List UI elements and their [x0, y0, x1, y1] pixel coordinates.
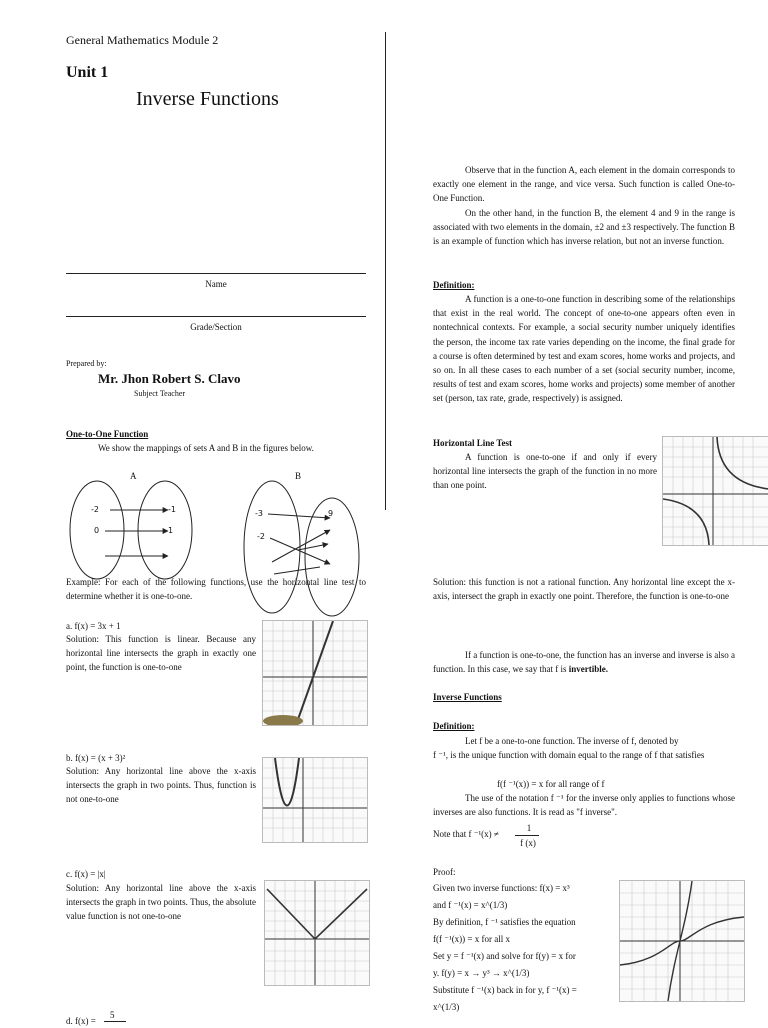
example-d-label: d. f(x) = [66, 1016, 96, 1026]
proof-line: By definition, f ⁻¹ satisfies the equation [433, 917, 576, 927]
example-d-numerator: 5 [110, 1010, 115, 1020]
graph-absolute [264, 880, 370, 986]
unit-label: Unit 1 [66, 64, 109, 81]
note-numerator: 1 [526, 823, 532, 833]
example-c-solution: Solution: Any horizontal line above the x-axis intersects the graph in two points. Thus, the absolute value function is not one-to-one [66, 883, 256, 922]
set-a-range-oval [138, 481, 192, 579]
name-line [66, 273, 366, 274]
set-a-domain-1: -2 [91, 505, 99, 514]
definition-2-line-2: f ⁻¹, is the unique function with domain equal to the range of f that satisfies [433, 750, 705, 760]
example-c-label: c. f(x) = |x| [66, 869, 106, 879]
set-b-domain-2: -2 [257, 532, 265, 541]
example-b-solution: Solution: Any horizontal line above the x-axis intersects the graph in two points. Thus, function is not one-to-one [66, 766, 256, 805]
definition-2-heading: Definition: [433, 721, 475, 731]
invertible-text: If a function is one-to-one, the function has an inverse and inverse is also a function. In this case, we say that f is [433, 650, 735, 675]
prepared-by: Prepared by: [66, 359, 107, 368]
example-text: Example: For each of the following functions, use the horizontal line test to determine whether it is one-to-one. [66, 577, 366, 602]
grade-label: Grade/Section [190, 322, 242, 332]
definition-2-note: The use of the notation f ⁻¹ for the inverse only applies to functions whose inverses are also functions. It is read as "f inverse". [433, 793, 735, 818]
proof-line: Given two inverse functions: f(x) = x³ [433, 883, 570, 893]
grade-line [66, 316, 366, 317]
author-name: Mr. Jhon Robert S. Clavo [98, 371, 241, 386]
name-label: Name [205, 279, 227, 289]
inverse-functions-heading: Inverse Functions [433, 692, 502, 702]
set-a-label: A [130, 471, 137, 481]
observation-paragraph-1: Observe that in the function A, each element in the domain corresponds to exactly one element in the range, and vice versa. Such function is called One-to-One Function. [433, 165, 735, 204]
definition-2-equation: f(f ⁻¹(x)) = x for all range of f [497, 779, 605, 789]
invertible-term: invertible. [568, 664, 608, 675]
definition-heading: Definition: [433, 280, 475, 290]
solution-d: Solution: this function is not a rational function. Any horizontal line except the x-axis, intersect the graph in exactly one point. Therefore, the function is one-to-one [433, 577, 735, 602]
proof-line: and f ⁻¹(x) = x^(1/3) [433, 900, 508, 910]
observation-paragraph-2: On the other hand, in the function B, the element 4 and 9 in the range is associated with two elements in the domain, ±2 and ±3 respectively. The function B is an example of function which has inverse relation, but not an inverse function. [433, 208, 735, 247]
oto-intro: We show the mappings of sets A and B in the figures below. [98, 443, 314, 453]
proof-line: Substitute f ⁻¹(x) back in for y, f ⁻¹(x) = [433, 985, 577, 995]
proof-line: f(f ⁻¹(x)) = x for all x [433, 934, 510, 944]
graph-parabola [262, 757, 368, 843]
example-a-solution: Solution: This function is linear. Because any horizontal line intersects the graph in exactly one point, the function is one-to-one [66, 634, 256, 673]
example-b-label: b. f(x) = (x + 3)² [66, 753, 126, 763]
proof-line: x^(1/3) [433, 1002, 460, 1012]
oto-heading: One-to-One Function [66, 429, 149, 439]
set-b-range-1: 9 [328, 509, 334, 518]
proof-lines [433, 880, 613, 1016]
set-a-domain-2: 0 [94, 526, 100, 535]
graph-cube-root [619, 880, 745, 1002]
fraction-bar [104, 1021, 126, 1022]
horizontal-line-test-heading: Horizontal Line Test [433, 438, 513, 448]
page-title: Inverse Functions [136, 88, 279, 110]
set-b-domain-1: -3 [255, 509, 263, 518]
author-role: Subject Teacher [134, 389, 186, 398]
proof-line: y. f(y) = x → y³ → x^(1/3) [433, 968, 530, 978]
set-a-range-2: 1 [168, 526, 174, 535]
graph-linear [262, 620, 368, 726]
invertible-paragraph [433, 648, 735, 676]
proof-label: Proof: [433, 867, 456, 877]
set-a-range-1: -1 [168, 505, 176, 514]
graph-rational [662, 436, 768, 546]
horizontal-line-test-text: A function is one-to-one if and only if every horizontal line intersects the graph of the function in no more than one point. [433, 452, 657, 491]
note-denominator: f (x) [520, 838, 536, 848]
proof-line: Set y = f ⁻¹(x) and solve for f(y) = x for [433, 951, 576, 961]
example-a-label: a. f(x) = 3x + 1 [66, 621, 121, 631]
note-prefix: Note that f ⁻¹(x) ≠ [433, 829, 499, 839]
module-title: General Mathematics Module 2 [66, 33, 219, 47]
set-b-label: B [295, 471, 302, 481]
column-divider [385, 32, 386, 510]
definition-2-line-1: Let f be a one-to-one function. The inverse of f, denoted by [465, 736, 679, 746]
definition-text: A function is a one-to-one function in describing some of the relationships that exist in the real world. The concept of one-to-one appears often even in nontechnical contexts. For example, a social security number uniquely identifies the person, the income tax rate varies depending on the income, the final grade for a course is often determined by test and exam scores, home works and projects, and so on. In all these cases to each number of a set (social security number, income, results of test and exam scores, home works and projects) some member of another set (person, tax rate, grade, respectively) is assigned. [433, 294, 735, 404]
